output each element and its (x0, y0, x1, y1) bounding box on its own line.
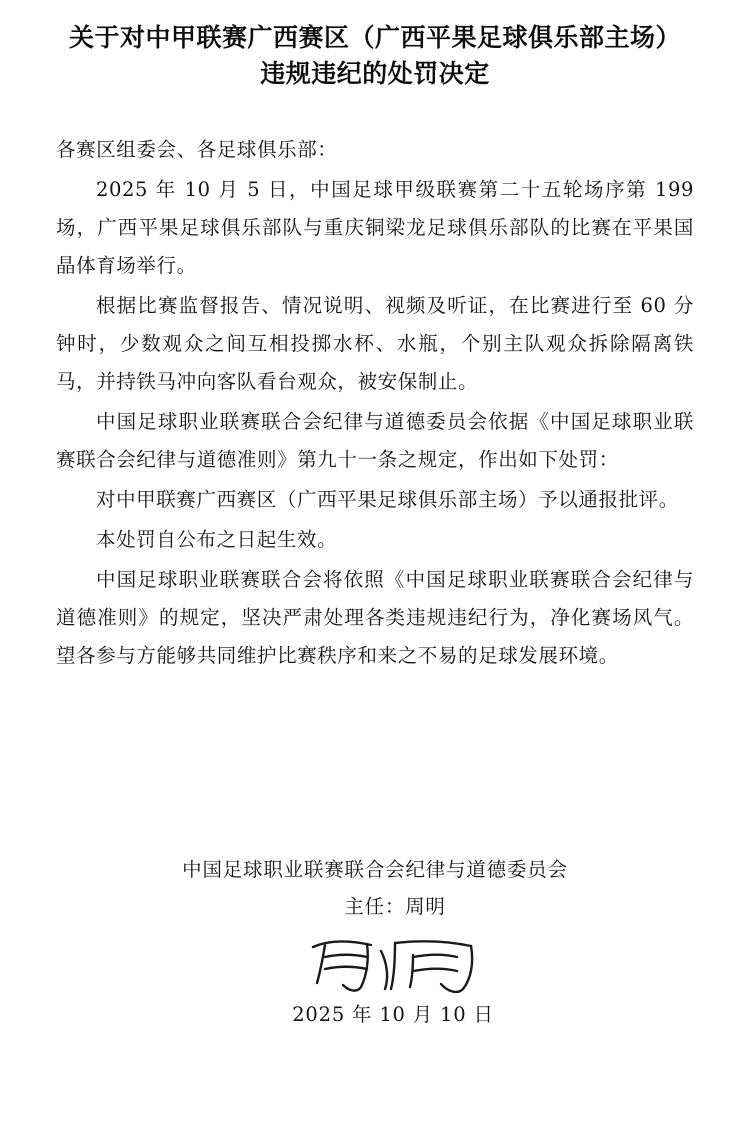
signature-icon (295, 927, 515, 997)
document-body (56, 131, 694, 675)
blank-space (56, 677, 694, 827)
director-name: 主任：周明 (344, 895, 446, 919)
paragraph-incident: 根据比赛监督报告、情况说明、视频及听证，在比赛进行至 60 分钟时，少数观众之间互相投掷水杯、水瓶，个别主队观众拆除隔离铁马，并持铁马冲向客队看台观众，被安保制止。 (56, 294, 694, 394)
signature-block (56, 851, 694, 1027)
paragraph-penalty: 对中甲联赛广西赛区（广西平果足球俱乐部主场）予以通报批评。 (95, 488, 679, 512)
page-title: 关于对中甲联赛广西赛区（广西平果足球俱乐部主场）违规违纪的处罚决定 (68, 23, 681, 88)
issuing-organization: 中国足球职业联赛联合会纪律与道德委员会 (182, 858, 568, 882)
paragraph-match-info: 2025 年 10 月 5 日，中国足球甲级联赛第二十五轮场序第 199 场，广西平果足球俱乐部队与重庆铜梁龙足球俱乐部队的比赛在平果国晶体育场举行。 (56, 178, 694, 278)
paragraph-closing-statement: 中国足球职业联赛联合会将依照《中国足球职业联赛联合会纪律与道德准则》的规定，坚决严肃处理各类违规违纪行为，净化赛场风气。望各参与方能够共同维护比赛秩序和来之不易的足球发展环境。 (56, 568, 694, 668)
paragraph-effective-date: 本处罚自公布之日起生效。 (95, 528, 338, 552)
salutation: 各赛区组委会、各足球俱乐部： (56, 138, 338, 161)
issue-date: 2025 年 10 月 10 日 (292, 1003, 494, 1027)
paragraph-regulation-basis: 中国足球职业联赛联合会纪律与道德委员会依据《中国足球职业联赛联合会纪律与道德准则》第九十一条之规定，作出如下处罚： (56, 410, 694, 472)
handwritten-signature (56, 927, 694, 999)
